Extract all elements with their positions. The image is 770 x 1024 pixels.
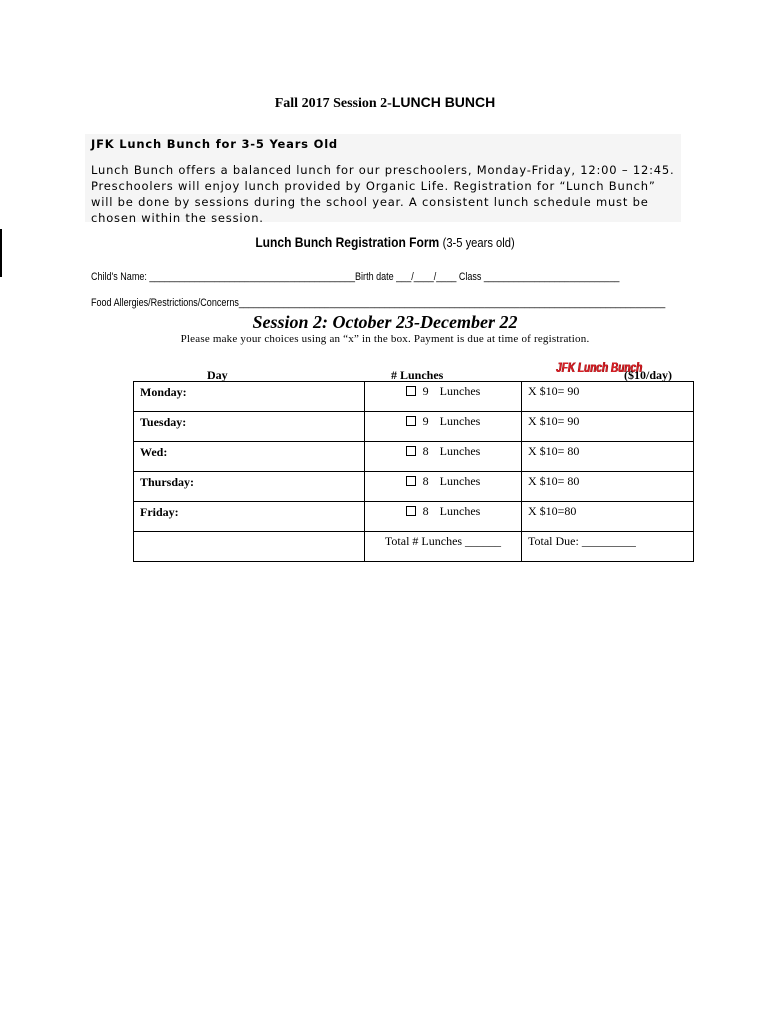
- price-cell: X $10=80: [522, 502, 694, 532]
- lunch-choice: [365, 382, 522, 412]
- lunch-count: 8: [422, 474, 429, 488]
- table-row: [134, 442, 694, 472]
- day-label: Wed:: [134, 442, 365, 472]
- totals-row: [134, 532, 694, 562]
- child-info-field[interactable]: Child's Name: _________________________________________Birth date ___/____/____ Class ___________________________: [91, 271, 620, 283]
- lunch-unit: Lunches: [439, 444, 481, 458]
- price-cell: X $10= 90: [522, 412, 694, 442]
- lunch-choice: [365, 502, 522, 532]
- lunch-unit: Lunches: [439, 414, 481, 428]
- price-cell: X $10= 80: [522, 442, 694, 472]
- lunch-choice: [365, 412, 522, 442]
- total-due-field[interactable]: Total Due: _________: [522, 532, 694, 562]
- price-cell: X $10= 80: [522, 472, 694, 502]
- lunch-count: 9: [422, 384, 429, 398]
- form-title: [54, 234, 716, 250]
- document-title: [0, 94, 770, 112]
- checkbox-friday[interactable]: [406, 506, 416, 516]
- lunch-choice: [365, 472, 522, 502]
- schedule-table: [133, 381, 694, 562]
- lunch-choice: [365, 442, 522, 472]
- table-row: [134, 472, 694, 502]
- column-header-lunches: # Lunches: [391, 368, 444, 382]
- price-cell: X $10= 90: [522, 382, 694, 412]
- program-info-box: [85, 134, 681, 225]
- title-program: LUNCH BUNCH: [391, 94, 496, 110]
- empty-cell: [134, 532, 365, 562]
- column-header-day: Day: [207, 368, 228, 382]
- program-heading: JFK Lunch Bunch for 3-5 Years Old: [91, 137, 338, 151]
- lunch-bunch-logo: JFK Lunch Bunch: [556, 359, 643, 375]
- checkbox-monday[interactable]: [406, 386, 416, 396]
- total-lunches-field[interactable]: Total # Lunches ______: [365, 532, 522, 562]
- checkbox-wednesday[interactable]: [406, 446, 416, 456]
- day-label: Monday:: [134, 382, 365, 412]
- title-session: Fall 2017 Session 2-: [274, 96, 392, 111]
- lunch-count: 8: [422, 444, 429, 458]
- table-row: [134, 412, 694, 442]
- margin-mark: [0, 229, 2, 277]
- day-label: Thursday:: [134, 472, 365, 502]
- lunch-unit: Lunches: [439, 504, 481, 518]
- program-description: Lunch Bunch offers a balanced lunch for our preschoolers, Monday-Friday, 12:00 – 12:45. Preschoolers will enjoy lunch provided by Organic Life. Registration for “Lunch Bunch” will be done by sessions during the school year. A consistent lunch schedule must be chosen within the session.: [91, 163, 675, 225]
- day-label: Tuesday:: [134, 412, 365, 442]
- form-title-main: Lunch Bunch Registration Form: [255, 234, 440, 250]
- checkbox-tuesday[interactable]: [406, 416, 416, 426]
- instructions-text: Please make your choices using an “x” in the box. Payment is due at time of registration.: [180, 333, 590, 345]
- lunch-unit: Lunches: [439, 474, 481, 488]
- lunch-count: 8: [422, 504, 429, 518]
- checkbox-thursday[interactable]: [406, 476, 416, 486]
- form-title-age: (3-5 years old): [442, 235, 515, 250]
- table-row: [134, 382, 694, 412]
- lunch-unit: Lunches: [439, 384, 481, 398]
- session-title: Session 2: October 23-December 22: [252, 312, 518, 332]
- lunch-count: 9: [422, 414, 429, 428]
- table-row: [134, 502, 694, 532]
- food-allergies-field[interactable]: Food Allergies/Restrictions/Concerns_____________________________________________________________________________________: [91, 297, 666, 309]
- day-label: Friday:: [134, 502, 365, 532]
- column-header-rate: ($10/day): [624, 368, 672, 382]
